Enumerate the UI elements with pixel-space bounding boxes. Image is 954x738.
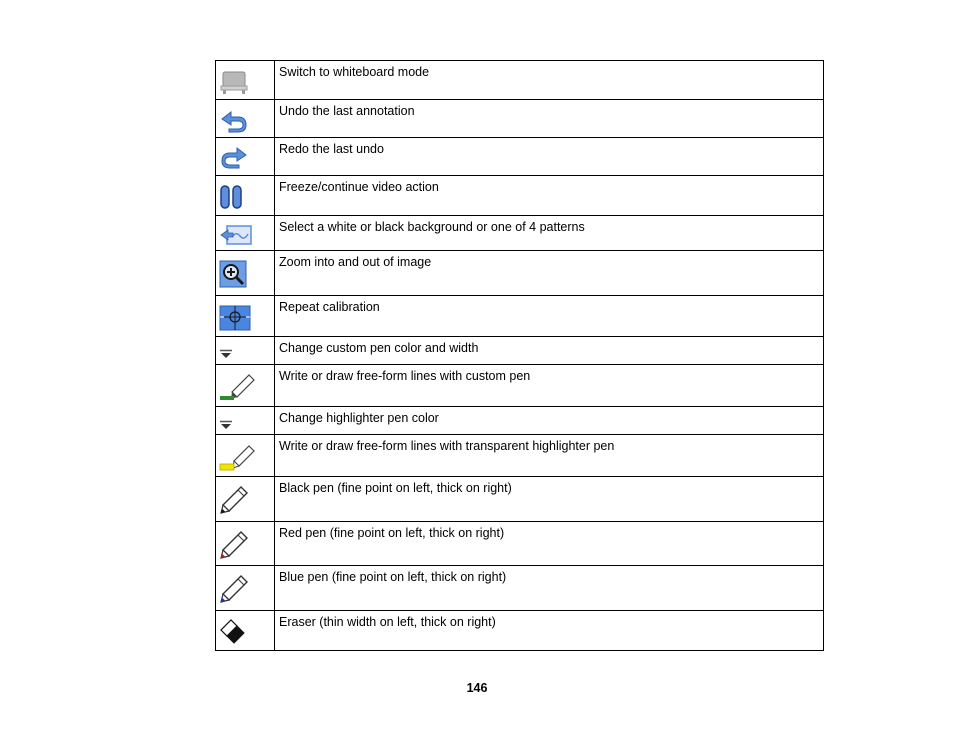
table-row: [216, 176, 824, 216]
icon-cell: [216, 337, 275, 365]
icon-cell: [216, 566, 275, 611]
blue-pen-icon: [219, 574, 249, 609]
table-row: [216, 251, 824, 296]
whiteboard-icon: [219, 69, 249, 100]
table-row: [216, 365, 824, 407]
row-description: Change highlighter pen color: [275, 407, 824, 435]
row-description: Select a white or black background or one of 4 patterns: [275, 216, 824, 251]
icon-cell: [216, 407, 275, 435]
undo-icon: [219, 108, 249, 139]
icon-cell: [216, 251, 275, 296]
row-description: Red pen (fine point on left, thick on right): [275, 522, 824, 566]
table-row: [216, 566, 824, 611]
icon-cell: [216, 435, 275, 477]
icon-cell: [216, 216, 275, 251]
row-description: Switch to whiteboard mode: [275, 61, 824, 100]
icon-cell: [216, 176, 275, 216]
table-row: [216, 407, 824, 435]
redo-icon: [219, 145, 249, 176]
highlighter-pen-icon: [219, 444, 257, 477]
table-row: [216, 611, 824, 651]
table-row: [216, 296, 824, 337]
row-description: Write or draw free-form lines with transparent highlighter pen: [275, 435, 824, 477]
row-description: Redo the last undo: [275, 138, 824, 176]
table-row: [216, 216, 824, 251]
row-description: Repeat calibration: [275, 296, 824, 337]
table-row: [216, 61, 824, 100]
icon-cell: [216, 611, 275, 651]
row-description: Black pen (fine point on left, thick on right): [275, 477, 824, 522]
black-pen-icon: [219, 485, 249, 520]
background-icon: [219, 224, 253, 251]
row-description: Change custom pen color and width: [275, 337, 824, 365]
icon-cell: [216, 61, 275, 100]
icon-cell: [216, 522, 275, 566]
row-description: Zoom into and out of image: [275, 251, 824, 296]
table-row: [216, 477, 824, 522]
row-description: Undo the last annotation: [275, 100, 824, 138]
tool-description-table: [215, 60, 824, 651]
custom-pen-icon: [219, 373, 257, 406]
pause-icon: [219, 184, 245, 215]
icon-cell: [216, 296, 275, 337]
page-number: 146: [466, 681, 488, 695]
row-description: Write or draw free-form lines with custom pen: [275, 365, 824, 407]
table-row: [216, 337, 824, 365]
eraser-icon: [219, 618, 247, 651]
table-row: [216, 100, 824, 138]
icon-cell: [216, 365, 275, 407]
table-row: [216, 435, 824, 477]
icon-cell: [216, 100, 275, 138]
calibration-icon: [219, 305, 251, 336]
icon-cell: [216, 138, 275, 176]
row-description: Blue pen (fine point on left, thick on right): [275, 566, 824, 611]
table-row: [216, 522, 824, 566]
row-description: Freeze/continue video action: [275, 176, 824, 216]
zoom-icon: [219, 260, 247, 293]
dropdown-arrow-icon: [219, 346, 233, 364]
row-description: Eraser (thin width on left, thick on right): [275, 611, 824, 651]
table-row: [216, 138, 824, 176]
icon-cell: [216, 477, 275, 522]
red-pen-icon: [219, 530, 249, 565]
dropdown-arrow-icon: [219, 417, 233, 435]
